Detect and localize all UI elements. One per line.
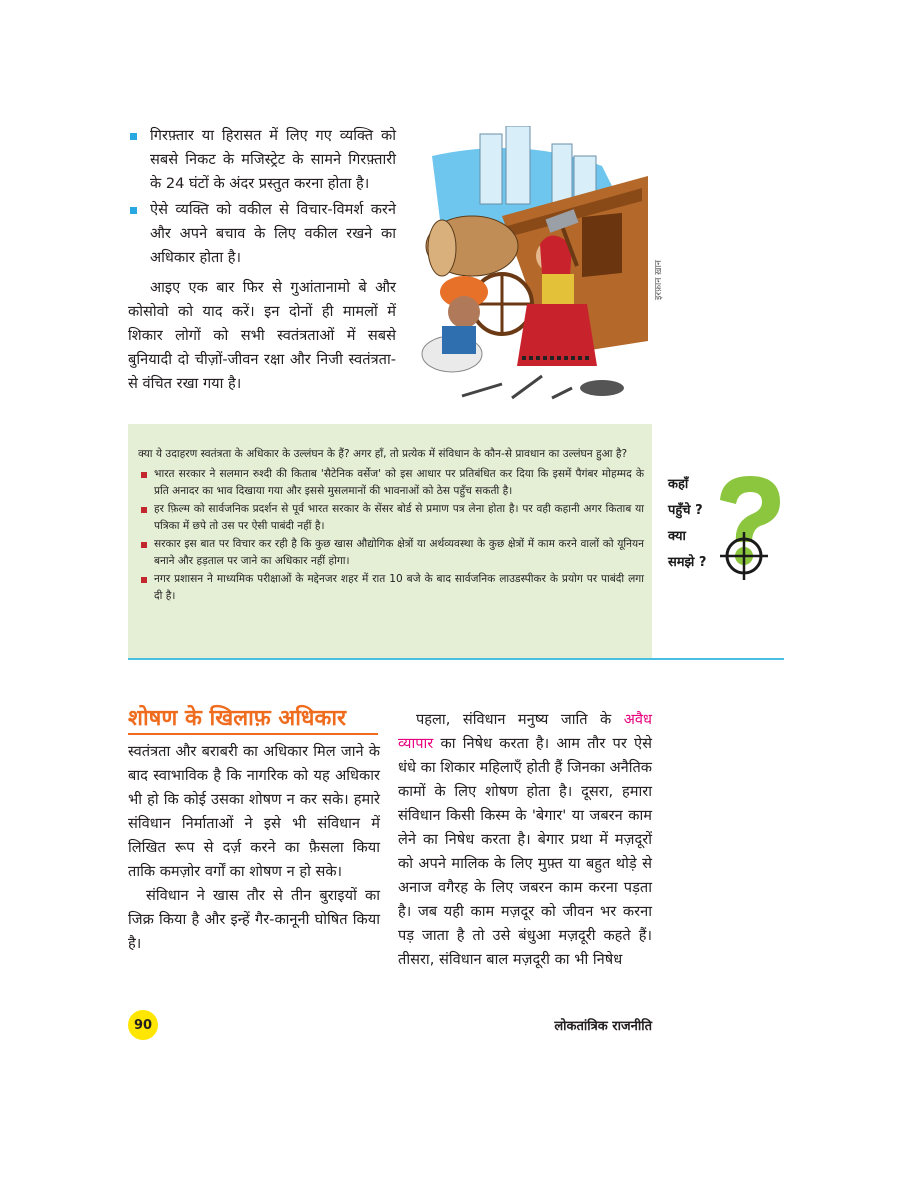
question-list (138, 466, 644, 606)
bullet-square (141, 577, 147, 583)
question-text: नगर प्रशासन ने माध्यमिक परीक्षाओं के मद्देनजर शहर में रात 10 बजे के बाद सार्वजनिक लाउडस्पीकर के प्रयोग पर पाबंदी लगा दी है। (154, 572, 644, 602)
right-text-post: का निषेध करता है। आम तौर पर ऐसे धंधे का शिकार महिलाएँ होती हैं जिनका अनैतिक कामों के लिए शोषण होता है। दूसरा, हमारा संविधान किसी किस्म के 'बेगार' या जबरन काम लेने का निषेध करता है। बेगार प्रथा में मज़दूरों को अपने मालिक के लिए मुफ़्त या बहुत थोड़े से अनाज वगैरह के लिए जबरन काम करना पड़ता है। जब यही काम मज़दूर को जीवन भर करना पड़ जाता है तो उसे बंधुआ मज़दूरी कहते हैं। तीसरा, संविधान बाल मज़दूरी का भी निषेध (398, 735, 652, 968)
cartoon-svg (402, 126, 648, 416)
list-item (138, 501, 644, 536)
badge-line-4: समझे ? (668, 555, 707, 570)
bullet-list (128, 124, 396, 272)
section-divider (128, 658, 784, 660)
question-text: भारत सरकार ने सलमान रुश्दी की किताब 'सैटेनिक वर्सेज' को इस आधार पर प्रतिबंधित कर दिया कि इसमें पैगंबर मोहम्मद के प्रति अनादर का भाव दिखाया गया और इससे मुसलमानों की भावनाओं को ठेस पहुँच सकती है। (154, 467, 644, 497)
bullet-square (130, 133, 137, 140)
badge-line-1: कहाँ (668, 477, 689, 492)
question-text: सरकार इस बात पर विचार कर रही है कि कुछ खास औद्योगिक क्षेत्रों या अर्थव्यवस्था के कुछ क्षेत्रों में काम करने वालों को यूनियन बनाने और हड़ताल पर जाने का अधिकार नहीं होगा। (154, 537, 644, 567)
right-text-pre: पहला, संविधान मनुष्य जाति के (416, 711, 624, 728)
list-item (138, 571, 644, 606)
badge-line-2: पहुँचे ? (668, 503, 703, 518)
section-heading: शोषण के खिलाफ़ अधिकार (128, 706, 347, 731)
heading-underline (128, 733, 378, 735)
badge-line-3: क्या (668, 529, 686, 544)
left-column (128, 740, 380, 956)
right-column (398, 708, 652, 972)
bullet-text: ऐसे व्यक्ति को वकील से विचार-विमर्श करने और अपने बचाव के लिए वकील रखने का अधिकार होता है। (150, 201, 396, 266)
list-item (138, 536, 644, 571)
bullet-square (141, 507, 147, 513)
question-box (128, 424, 652, 658)
bullet-square (141, 472, 147, 478)
right-paragraph (398, 708, 652, 972)
question-intro: क्या ये उदाहरण स्वतंत्रता के अधिकार के उल्लंघन के हैं? अगर हाँ, तो प्रत्येक में संविधान के कौन-से प्रावधान का उल्लंघन हुआ है? (138, 448, 628, 460)
book-title: लोकतांत्रिक राजनीति (554, 1019, 652, 1034)
page-number: 90 (128, 1010, 158, 1040)
list-item (128, 198, 396, 270)
bullet-square (130, 207, 137, 214)
bullet-text: गिरफ़्तार या हिरासत में लिए गए व्यक्ति को सबसे निकट के मजिस्ट्रेट के सामने गिरफ़्तारी के 24 घंटों के अंदर प्रस्तुत करना होता है। (150, 127, 396, 192)
question-text: हर फ़िल्म को सार्वजनिक प्रदर्शन से पूर्व भारत सरकार के सेंसर बोर्ड से प्रमाण पत्र लेना होता है। पर वही कहानी अगर किताब या पत्रिका में छपे तो उस पर ऐसी पाबंदी नहीं है। (154, 502, 644, 532)
highlight-term: अवैध व्यापार (398, 711, 652, 752)
illustration-credit: इरफ़ान ख़ान (654, 260, 664, 300)
bullet-square (141, 542, 147, 548)
left-paragraph-1: स्वतंत्रता और बराबरी का अधिकार मिल जाने के बाद स्वाभाविक है कि नागरिक को यह अधिकार भी हो कि कोई उसका शोषण न कर सके। हमारे संविधान निर्माताओं ने इसे भी संविधान में लिखित रूप से दर्ज़ करने का फ़ैसला किया ताकि कमज़ोर वर्गों का शोषण न हो सके। (128, 743, 380, 880)
intro-paragraph: आइए एक बार फिर से गुआंतानामो बे और कोसोवो को याद करें। इन दोनों ही मामलों में शिकार लोगों को सभी स्वतंत्रताओं में सबसे बुनियादी दो चीज़ों-जीवन रक्षा और निजी स्वतंत्रता-से वंचित रखा गया है। (128, 279, 396, 392)
cartoon-illustration (402, 126, 648, 416)
kahan-pahunche-badge (662, 470, 786, 580)
list-item (138, 466, 644, 501)
left-paragraph-2: संविधान ने खास तौर से तीन बुराइयों का जिक्र किया है और इन्हें गैर-कानूनी घोषित किया है। (128, 887, 380, 952)
list-item (128, 124, 396, 196)
